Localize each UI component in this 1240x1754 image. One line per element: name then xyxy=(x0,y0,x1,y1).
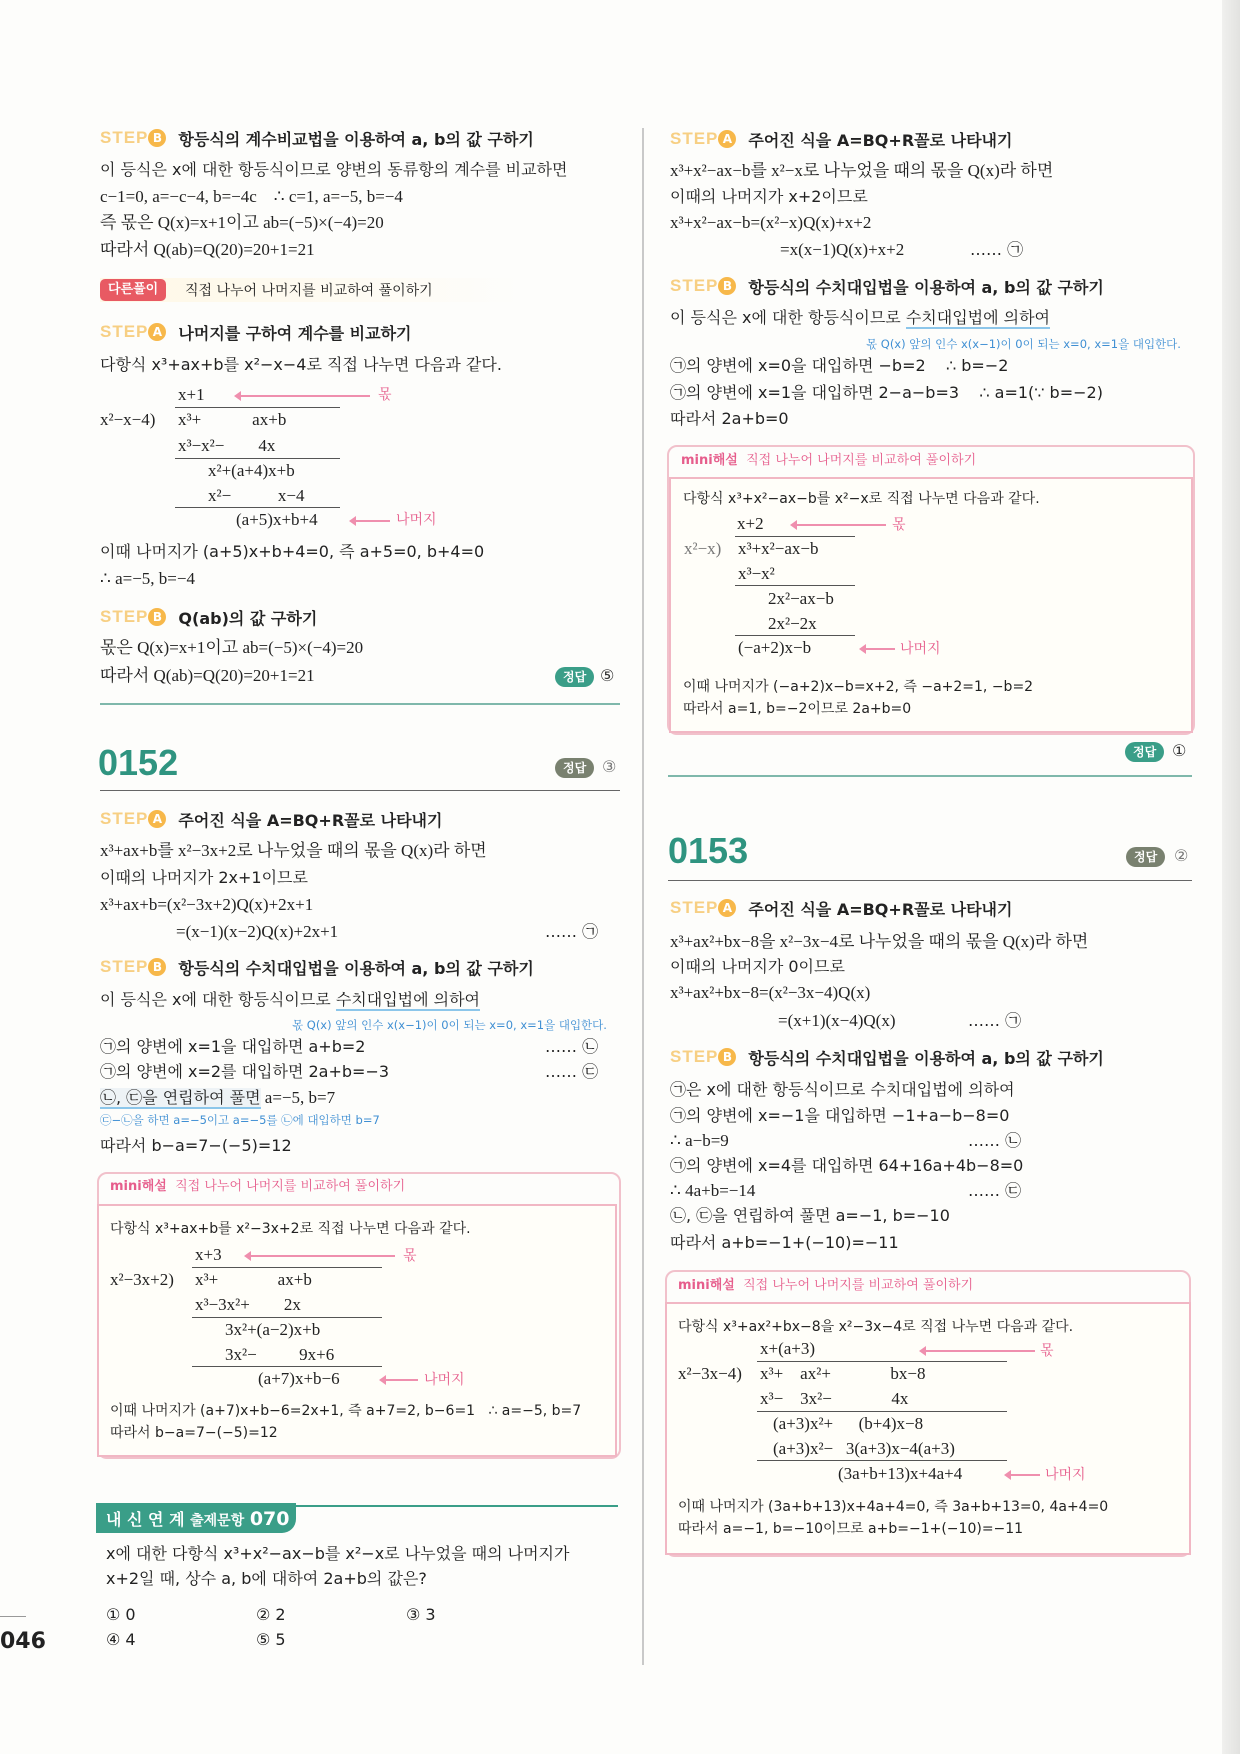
underlined-text: 수치대입법에 의하여 xyxy=(335,990,481,1009)
alt-solution-badge: 다른풀이 xyxy=(100,279,166,301)
step-label: STEP xyxy=(100,607,149,626)
equation-mark: …… ㉡ xyxy=(545,1037,599,1056)
text-line: x³+ax²+bx−8=(x²−3x−4)Q(x) xyxy=(670,983,871,1002)
text-line: a=−5, b=7 xyxy=(260,1088,336,1107)
text-line: ∴ a−b=9 xyxy=(670,1131,729,1150)
step-letter-icon: B xyxy=(148,608,166,626)
division-row: 2x²−2x xyxy=(768,614,817,633)
division-bar xyxy=(757,1361,1007,1362)
answer-badge: 정답 xyxy=(1126,847,1165,867)
step-title: 항등식의 수치대입법을 이용하여 a, b의 값 구하기 xyxy=(748,1048,1104,1068)
arrow-icon xyxy=(355,520,390,522)
step-letter-icon: A xyxy=(148,810,166,828)
division-row: x³−x² xyxy=(738,564,775,583)
banner-number: 070 xyxy=(249,1508,290,1530)
question-text: x에 대한 다항식 x³+x²−ax−b를 x²−x로 나누었을 때의 나머지가 xyxy=(106,1544,570,1563)
text-line: 이때의 나머지가 0이므로 xyxy=(670,957,845,976)
division-row: x³−3x²+ 2x xyxy=(195,1295,301,1314)
arrow-icon xyxy=(796,524,886,526)
text-line: 이때의 나머지가 x+2이므로 xyxy=(670,187,868,206)
text-line: ∴ a=−5, b=−4 xyxy=(100,569,195,588)
arrow-icon xyxy=(1010,1474,1040,1476)
step-b-header xyxy=(100,605,317,629)
divisor: x²−3x+2) xyxy=(110,1270,174,1289)
answer-badge: 정답 xyxy=(1125,742,1164,762)
section-divider xyxy=(100,703,620,705)
section-divider xyxy=(668,775,1192,777)
column-divider xyxy=(642,128,644,1665)
division-row: x³−x²− 4x xyxy=(178,436,276,455)
text-line: ㉠의 양변에 x=0을 대입하면 −b=2 ∴ b=−2 xyxy=(670,356,1009,375)
banner-subtitle: 출제문항 xyxy=(190,1513,245,1529)
text-line: x³+ax+b를 x²−3x+2로 나누었을 때의 몫을 Q(x)라 하면 xyxy=(100,841,487,860)
banner-title: 내 신 연 계 xyxy=(106,1510,185,1529)
step-label: STEP xyxy=(670,898,719,917)
text-line: ㉠은 x에 대한 항등식이므로 수치대입법에 의하여 xyxy=(670,1080,1015,1099)
division-row: 2x²−ax−b xyxy=(768,589,834,608)
divisor: x²−3x−4) xyxy=(678,1364,742,1383)
step-title: Q(ab)의 값 구하기 xyxy=(178,608,318,628)
quotient: x+(a+3) xyxy=(760,1339,816,1358)
section-divider xyxy=(100,790,620,791)
quotient-label: 몫 xyxy=(403,1248,417,1264)
division-bar xyxy=(192,1267,382,1268)
division-line xyxy=(175,507,340,508)
arrow-icon xyxy=(925,1350,1035,1352)
text-line: 따라서 Q(ab)=Q(20)=20+1=21 xyxy=(100,240,315,259)
mini-title: 직접 나누어 나머지를 비교하여 풀이하기 xyxy=(743,1278,974,1293)
answer-badge: 정답 xyxy=(555,667,594,687)
text-line: 몫은 Q(x)=x+1이고 ab=(−5)×(−4)=20 xyxy=(100,638,364,657)
remainder: (3a+b+13)x+4a+4 xyxy=(838,1464,963,1483)
remainder: (−a+2)x−b xyxy=(738,638,812,657)
quotient: x+1 xyxy=(178,385,205,404)
equation-mark: …… ㉢ xyxy=(545,1062,599,1081)
text-line: 따라서 a=−1, b=−10이므로 a+b=−1+(−10)=−11 xyxy=(678,1521,1024,1537)
step-b-header xyxy=(100,126,534,150)
division-row: x³+ ax+b xyxy=(195,1270,312,1289)
answer-value: ③ xyxy=(602,757,617,776)
text-line: 따라서 b−a=7−(−5)=12 xyxy=(100,1136,292,1155)
step-label: STEP xyxy=(670,1047,719,1066)
text-line: 이 등식은 x에 대한 항등식이므로 양변의 동류항의 계수를 비교하면 xyxy=(100,160,568,179)
step-title: 항등식의 계수비교법을 이용하여 a, b의 값 구하기 xyxy=(178,129,534,149)
choice[interactable]: ⑤ 5 xyxy=(256,1630,286,1649)
step-label: STEP xyxy=(670,129,719,148)
text-line: 다항식 x³+ax²+bx−8을 x²−3x−4로 직접 나누면 다음과 같다. xyxy=(678,1319,1074,1335)
hint-note: 몫 Q(x) 앞의 인수 x(x−1)이 0이 되는 x=0, x=1을 대입한다. xyxy=(866,337,1181,351)
step-label: STEP xyxy=(100,809,149,828)
answer-value: ② xyxy=(1174,846,1189,865)
division-row: x³− 3x²− 4x xyxy=(760,1389,909,1408)
division-row: 3x²− 9x+6 xyxy=(225,1345,335,1364)
arrow-icon xyxy=(250,1255,395,1257)
answer-badge: 정답 xyxy=(555,758,594,778)
division-row: x³+x²−ax−b xyxy=(738,539,819,558)
step-title: 주어진 식을 A=BQ+R꼴로 나타내기 xyxy=(748,130,1013,150)
division-row: x³+ ax²+ bx−8 xyxy=(760,1364,926,1383)
division-row: (a+3)x²+ (b+4)x−8 xyxy=(773,1414,924,1433)
answer-value: ⑤ xyxy=(600,666,615,685)
banner-line xyxy=(296,1505,618,1507)
text-line: ㉠의 양변에 x=2를 대입하면 2a+b=−3 xyxy=(100,1062,390,1081)
remainder-label: 나머지 xyxy=(396,512,437,528)
remainder-label: 나머지 xyxy=(900,641,941,657)
choice[interactable]: ② 2 xyxy=(256,1605,286,1624)
text-line: 이 등식은 x에 대한 항등식이므로 xyxy=(100,990,336,1009)
step-letter-icon: B xyxy=(148,958,166,976)
text-line: ㉠의 양변에 x=−1을 대입하면 −1+a−b−8=0 xyxy=(670,1106,1010,1125)
division-row: x²+(a+4)x+b xyxy=(208,461,295,480)
text-line: x³+x²−ax−b를 x²−x로 나누었을 때의 몫을 Q(x)라 하면 xyxy=(670,161,1054,180)
equation-mark: …… ㉢ xyxy=(968,1181,1022,1200)
remainder-label: 나머지 xyxy=(1045,1467,1086,1483)
text-line: ∴ 4a+b=−14 xyxy=(670,1181,756,1200)
equation-mark: …… ㉠ xyxy=(968,1011,1022,1030)
text-line: 이때의 나머지가 2x+1이므로 xyxy=(100,868,308,887)
step-letter-icon: B xyxy=(148,129,166,147)
text-line: ㉠의 양변에 x=4를 대입하면 64+16a+4b−8=0 xyxy=(670,1156,1024,1175)
mini-title: 직접 나누어 나머지를 비교하여 풀이하기 xyxy=(746,453,977,468)
text-line: =(x−1)(x−2)Q(x)+2x+1 xyxy=(176,922,339,941)
question-text: x+2일 때, 상수 a, b에 대하여 2a+b의 값은? xyxy=(106,1569,427,1588)
text-line: 이때 나머지가 (3a+b+13)x+4a+4=0, 즉 3a+b+13=0, 4a+4=0 xyxy=(678,1499,1109,1515)
choice[interactable]: ③ 3 xyxy=(406,1605,436,1624)
text-line: =(x+1)(x−4)Q(x) xyxy=(778,1011,896,1030)
division-line xyxy=(735,635,855,636)
text-line: x³+x²−ax−b=(x²−x)Q(x)+x+2 xyxy=(670,213,872,232)
step-label: STEP xyxy=(100,322,149,341)
arrow-icon xyxy=(240,395,370,397)
step-letter-icon: A xyxy=(148,323,166,341)
step-b-header xyxy=(670,1045,1104,1069)
text-line: 따라서 2a+b=0 xyxy=(670,409,789,428)
arrow-icon xyxy=(865,648,895,650)
text-line: x³+ax²+bx−8을 x²−3x−4로 나누었을 때의 몫을 Q(x)라 하면 xyxy=(670,932,1089,951)
problem-number: 0152 xyxy=(98,742,179,783)
text-line: 이때 나머지가 (a+7)x+b−6=2x+1, 즉 a+7=2, b−6=1 ∴ a=−5, b=7 xyxy=(110,1403,582,1419)
quotient-label: 몫 xyxy=(1040,1343,1054,1359)
division-line xyxy=(192,1317,382,1318)
text-line: 즉 몫은 Q(x)=x+1이고 ab=(−5)×(−4)=20 xyxy=(100,213,384,232)
division-row: (a+3)x²− 3(a+3)x−4(a+3) xyxy=(773,1439,955,1458)
arrow-icon xyxy=(385,1379,418,1381)
division-bar xyxy=(735,536,855,537)
text-line: x³+ax+b=(x²−3x+2)Q(x)+2x+1 xyxy=(100,895,314,914)
division-line xyxy=(757,1411,1007,1412)
text-line: 따라서 Q(ab)=Q(20)=20+1=21 xyxy=(100,666,315,685)
step-b-header xyxy=(100,955,534,979)
text-line: 이 등식은 x에 대한 항등식이므로 xyxy=(670,308,906,327)
step-title: 항등식의 수치대입법을 이용하여 a, b의 값 구하기 xyxy=(748,277,1104,297)
mini-label: mini해설 xyxy=(681,453,738,468)
text-line: 다항식 x³+ax+b를 x²−3x+2로 직접 나누면 다음과 같다. xyxy=(110,1221,471,1237)
problem-number: 0153 xyxy=(668,830,749,871)
text-line: 다항식 x³+ax+b를 x²−x−4로 직접 나누면 다음과 같다. xyxy=(100,355,502,374)
step-label: STEP xyxy=(100,128,149,147)
text-line: 따라서 b−a=7−(−5)=12 xyxy=(110,1425,278,1441)
step-letter-icon: B xyxy=(718,277,736,295)
text-line: 이때 나머지가 (−a+2)x−b=x+2, 즉 −a+2=1, −b=2 xyxy=(683,679,1034,695)
step-title: 항등식의 수치대입법을 이용하여 a, b의 값 구하기 xyxy=(178,958,534,978)
step-a-header xyxy=(100,807,442,831)
quotient-label: 몫 xyxy=(378,387,392,403)
text-line: ㉠의 양변에 x=1을 대입하면 2−a−b=3 ∴ a=1(∵ b=−2) xyxy=(670,383,1103,402)
quotient-label: 몫 xyxy=(892,517,906,533)
hint-note: 몫 Q(x) 앞의 인수 x(x−1)이 0이 되는 x=0, x=1을 대입한다. xyxy=(292,1018,607,1032)
choice[interactable]: ① 0 xyxy=(106,1605,136,1624)
step-label: STEP xyxy=(100,957,149,976)
step-a-header xyxy=(100,320,412,344)
step-title: 주어진 식을 A=BQ+R꼴로 나타내기 xyxy=(748,899,1013,919)
step-label: STEP xyxy=(670,276,719,295)
text-line: 따라서 a=1, b=−2이므로 2a+b=0 xyxy=(683,701,912,717)
mini-label: mini해설 xyxy=(110,1179,167,1194)
step-title: 주어진 식을 A=BQ+R꼴로 나타내기 xyxy=(178,810,443,830)
division-line xyxy=(735,585,855,586)
mini-title: 직접 나누어 나머지를 비교하여 풀이하기 xyxy=(175,1179,406,1194)
quotient: x+3 xyxy=(195,1245,222,1264)
remainder-label: 나머지 xyxy=(424,1372,465,1388)
step-letter-icon: B xyxy=(718,1048,736,1066)
text-line: 다항식 x³+x²−ax−b를 x²−x로 직접 나누면 다음과 같다. xyxy=(683,491,1040,507)
step-letter-icon: A xyxy=(718,130,736,148)
text-line: 이때 나머지가 (a+5)x+b+4=0, 즉 a+5=0, b+4=0 xyxy=(100,542,485,561)
page-edge xyxy=(1222,0,1240,1754)
page-number: 046 xyxy=(0,1629,46,1654)
underlined-text: 수치대입법에 의하여 xyxy=(905,308,1051,327)
division-line xyxy=(175,458,340,459)
choice[interactable]: ④ 4 xyxy=(106,1630,136,1649)
section-divider xyxy=(668,880,1192,881)
hint-note: ㉢−㉡을 하면 a=−5이고 a=−5를 ㉡에 대입하면 b=7 xyxy=(100,1113,380,1127)
text-line: c−1=0, a=−c−4, b=−4c ∴ c=1, a=−5, b=−4 xyxy=(100,187,403,206)
text-line: 따라서 a+b=−1+(−10)=−11 xyxy=(670,1233,899,1252)
step-a-header xyxy=(670,896,1012,920)
division-row: x²− x−4 xyxy=(208,486,305,505)
answer-value: ① xyxy=(1172,741,1187,760)
text-line: =x(x−1)Q(x)+x+2 xyxy=(780,240,905,259)
divisor: x²−x) xyxy=(684,539,722,558)
division-line xyxy=(757,1460,1007,1461)
division-row: x³+ ax+b xyxy=(178,410,287,429)
text-line: ㉡, ㉢을 연립하여 풀면 a=−1, b=−10 xyxy=(670,1206,950,1225)
remainder: (a+7)x+b−6 xyxy=(258,1369,340,1388)
mini-label: mini해설 xyxy=(678,1278,735,1293)
equation-mark: …… ㉠ xyxy=(545,922,599,941)
step-letter-icon: A xyxy=(718,899,736,917)
step-a-header xyxy=(670,127,1012,151)
remainder: (a+5)x+b+4 xyxy=(236,510,318,529)
division-line xyxy=(192,1366,382,1367)
page-rule xyxy=(0,1616,26,1617)
alt-solution-title: 직접 나누어 나머지를 비교하여 풀이하기 xyxy=(185,283,433,299)
step-b-header xyxy=(670,274,1104,298)
text-line: ㉠의 양변에 x=1을 대입하면 a+b=2 xyxy=(100,1037,366,1056)
step-title: 나머지를 구하여 계수를 비교하기 xyxy=(178,323,412,343)
equation-mark: …… ㉡ xyxy=(968,1131,1022,1150)
quotient: x+2 xyxy=(737,514,764,533)
underlined-text: ㉡, ㉢을 연립하여 풀면 xyxy=(100,1088,261,1107)
division-row: 3x²+(a−2)x+b xyxy=(225,1320,321,1339)
equation-mark: …… ㉠ xyxy=(970,240,1024,259)
division-bar xyxy=(175,407,340,408)
divisor: x²−x−4) xyxy=(100,410,156,429)
